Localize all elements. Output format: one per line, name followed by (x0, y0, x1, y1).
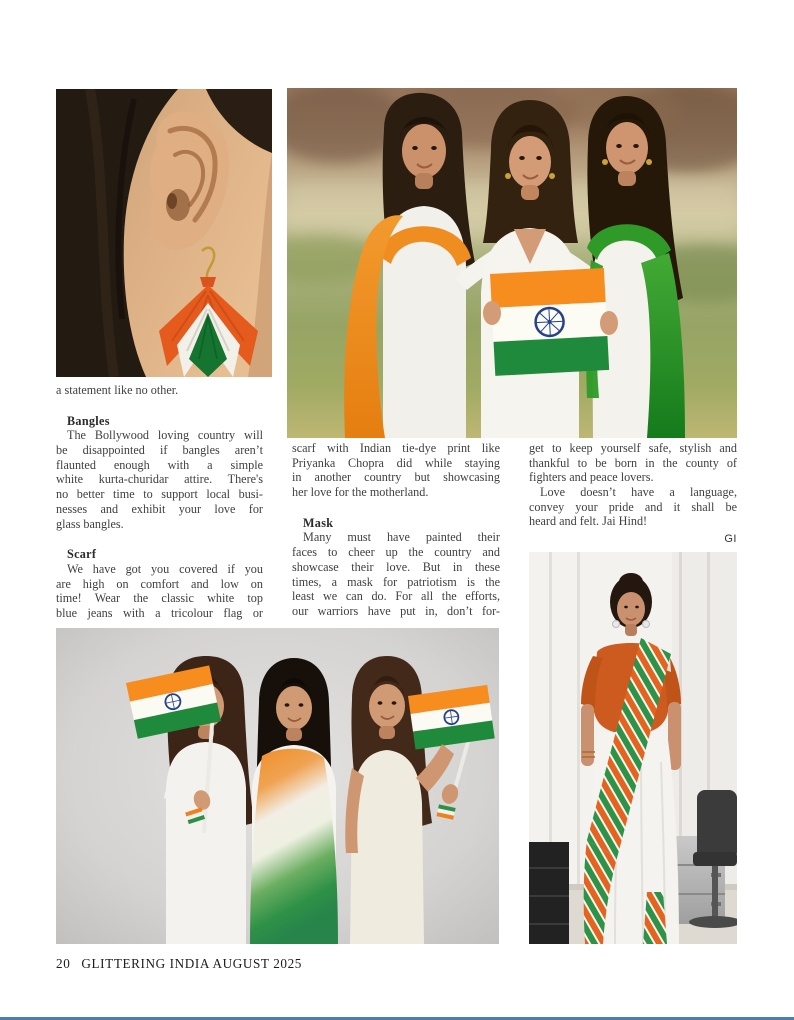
article-line: scarf with Indian tie-dye print like (292, 441, 500, 455)
article-line: convey your pride and it shall be (529, 499, 737, 514)
article-line: white kurta-churidar attire. There's (56, 472, 263, 487)
article-line: fighters and peace lovers. (529, 470, 654, 485)
article-line: a statement like no other. (56, 383, 179, 397)
article-line: least we can do. For all the efforts, (292, 589, 500, 604)
article-line: thankful to be born in the county of (529, 455, 737, 470)
article-line: flaunted enough with a simple (56, 457, 263, 472)
article-line: We have got you covered if you (67, 561, 263, 576)
paragraph-spacer (56, 531, 263, 547)
article-line: blue jeans with a tricolour flag or (56, 605, 263, 620)
paragraph-spacer (56, 398, 263, 414)
end-mark: GI (724, 533, 737, 546)
page-footer (56, 956, 302, 972)
article-line: no better time to support local busi- (56, 487, 263, 502)
section-heading: Scarf (67, 547, 97, 562)
article-line: Love doesn’t have a language, (540, 485, 737, 500)
article-line: faces to cheer up the country and (292, 545, 500, 560)
article-line: nesses and exhibit your love for (56, 501, 263, 516)
article-line: get to keep yourself safe, stylish and (529, 441, 737, 455)
article-line: her love for the motherland. (292, 485, 429, 500)
article-line: The Bollywood loving country will (67, 428, 263, 443)
article-line: glass bangles. (56, 516, 124, 531)
photo-tricolour-earring (56, 89, 272, 377)
page-number: 20 (56, 956, 71, 971)
paragraph-spacer (292, 500, 500, 516)
article-line: Priyanka Chopra did while staying (292, 455, 500, 470)
section-heading: Bangles (67, 413, 110, 428)
magazine-title: GLITTERING INDIA AUGUST 2025 (81, 956, 302, 971)
article-line: be disappointed if bangles aren’t (56, 443, 263, 458)
article-line: times, a mask for patriotism is the (292, 574, 500, 589)
article-line: are high on comfort and low on (56, 576, 263, 591)
photo-studio-trio-with-flags (56, 628, 499, 944)
photo-tricolour-saree (529, 552, 737, 944)
article-line: heard and felt. Jai Hind! (529, 514, 648, 529)
article-line: showcase their love. But in these (292, 559, 500, 574)
article-column-1 (56, 383, 263, 621)
article-line: in another country but showcasing (292, 470, 500, 485)
article-column-2 (292, 441, 500, 619)
article-line: our warriors have put in, don’t for- (292, 603, 500, 618)
article-column-3 (529, 441, 737, 546)
article-line: Many must have painted their (303, 530, 500, 545)
section-heading: Mask (303, 515, 334, 530)
photo-women-with-indian-flag (287, 88, 737, 438)
article-line: time! Wear the classic white top (56, 591, 263, 606)
